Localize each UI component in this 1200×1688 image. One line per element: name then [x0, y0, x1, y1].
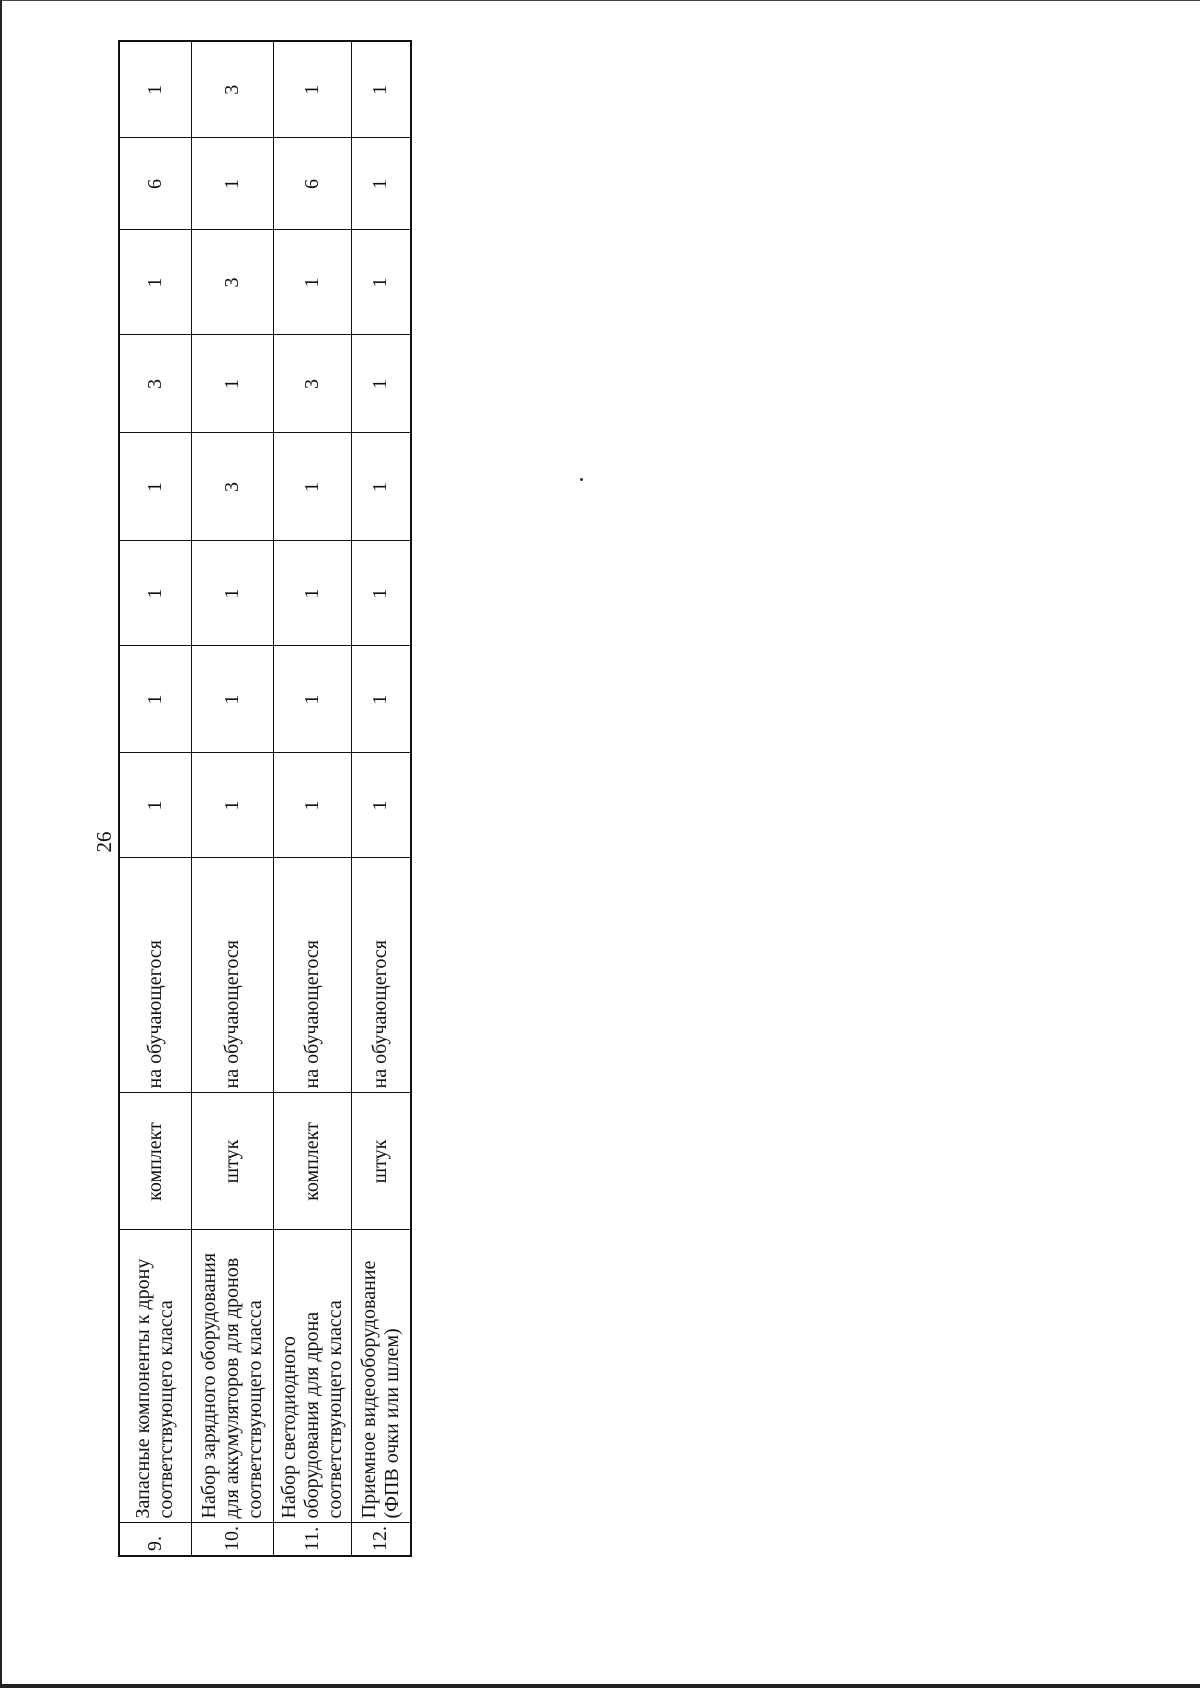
quantity-cell: 1 — [119, 541, 191, 646]
quantity-cell: 1 — [351, 138, 411, 230]
scan-edge-top — [0, 0, 1200, 1]
quantity-cell: 3 — [191, 230, 273, 335]
scan-edge-bottom — [0, 1684, 1200, 1688]
quantity-cell: 3 — [191, 433, 273, 541]
table-row — [273, 41, 351, 1556]
quantity-cell: 1 — [351, 541, 411, 646]
quantity-cell: 3 — [273, 335, 351, 433]
quantity-cell: 1 — [273, 433, 351, 541]
quantity-cell: 1 — [119, 41, 191, 138]
scan-edge-left — [0, 0, 2, 1688]
item-name: Приемное видеооборудование (ФПВ очки или шлем) — [351, 1230, 411, 1523]
quantity-cell: 1 — [191, 646, 273, 753]
table-row — [351, 41, 411, 1556]
quantity-cell: 1 — [273, 230, 351, 335]
quantity-cell: 3 — [119, 335, 191, 433]
quantity-cell: 1 — [119, 433, 191, 541]
basis-cell: на обучающегося — [273, 858, 351, 1093]
quantity-cell: 1 — [273, 646, 351, 753]
row-number: 9. — [119, 1523, 191, 1556]
quantity-cell: 6 — [119, 138, 191, 230]
quantity-cell: 1 — [273, 41, 351, 138]
unit-cell: комплект — [119, 1093, 191, 1230]
row-number: 10. — [191, 1523, 273, 1556]
quantity-cell: 3 — [191, 41, 273, 138]
basis-cell: на обучающегося — [119, 858, 191, 1093]
basis-cell: на обучающегося — [351, 858, 411, 1093]
quantity-cell: 1 — [273, 753, 351, 858]
row-number: 11. — [273, 1523, 351, 1556]
equipment-table — [118, 40, 412, 1557]
unit-cell: штук — [351, 1093, 411, 1230]
row-number: 12. — [351, 1523, 411, 1556]
unit-cell: комплект — [273, 1093, 351, 1230]
quantity-cell: 1 — [351, 41, 411, 138]
quantity-cell: 1 — [119, 753, 191, 858]
quantity-cell: 1 — [191, 541, 273, 646]
scan-speck — [580, 478, 583, 481]
page-number: 26 — [92, 831, 116, 853]
equipment-table-frame — [118, 42, 412, 1557]
quantity-cell: 1 — [119, 230, 191, 335]
item-name: Набор зарядного оборудования для аккумуляторов для дронов соответствующего класса — [191, 1230, 273, 1523]
table-row — [119, 41, 191, 1556]
quantity-cell: 6 — [273, 138, 351, 230]
unit-cell: штук — [191, 1093, 273, 1230]
quantity-cell: 1 — [119, 646, 191, 753]
quantity-cell: 1 — [273, 541, 351, 646]
item-name: Запасные компоненты к дрону соответствующего класса — [119, 1230, 191, 1523]
item-name: Набор светодиодного оборудования для дрона соответствующего класса — [273, 1230, 351, 1523]
quantity-cell: 1 — [351, 433, 411, 541]
quantity-cell: 1 — [351, 753, 411, 858]
quantity-cell: 1 — [191, 753, 273, 858]
table-row — [191, 41, 273, 1556]
quantity-cell: 1 — [191, 335, 273, 433]
quantity-cell: 1 — [351, 230, 411, 335]
quantity-cell: 1 — [351, 646, 411, 753]
basis-cell: на обучающегося — [191, 858, 273, 1093]
quantity-cell: 1 — [191, 138, 273, 230]
quantity-cell: 1 — [351, 335, 411, 433]
